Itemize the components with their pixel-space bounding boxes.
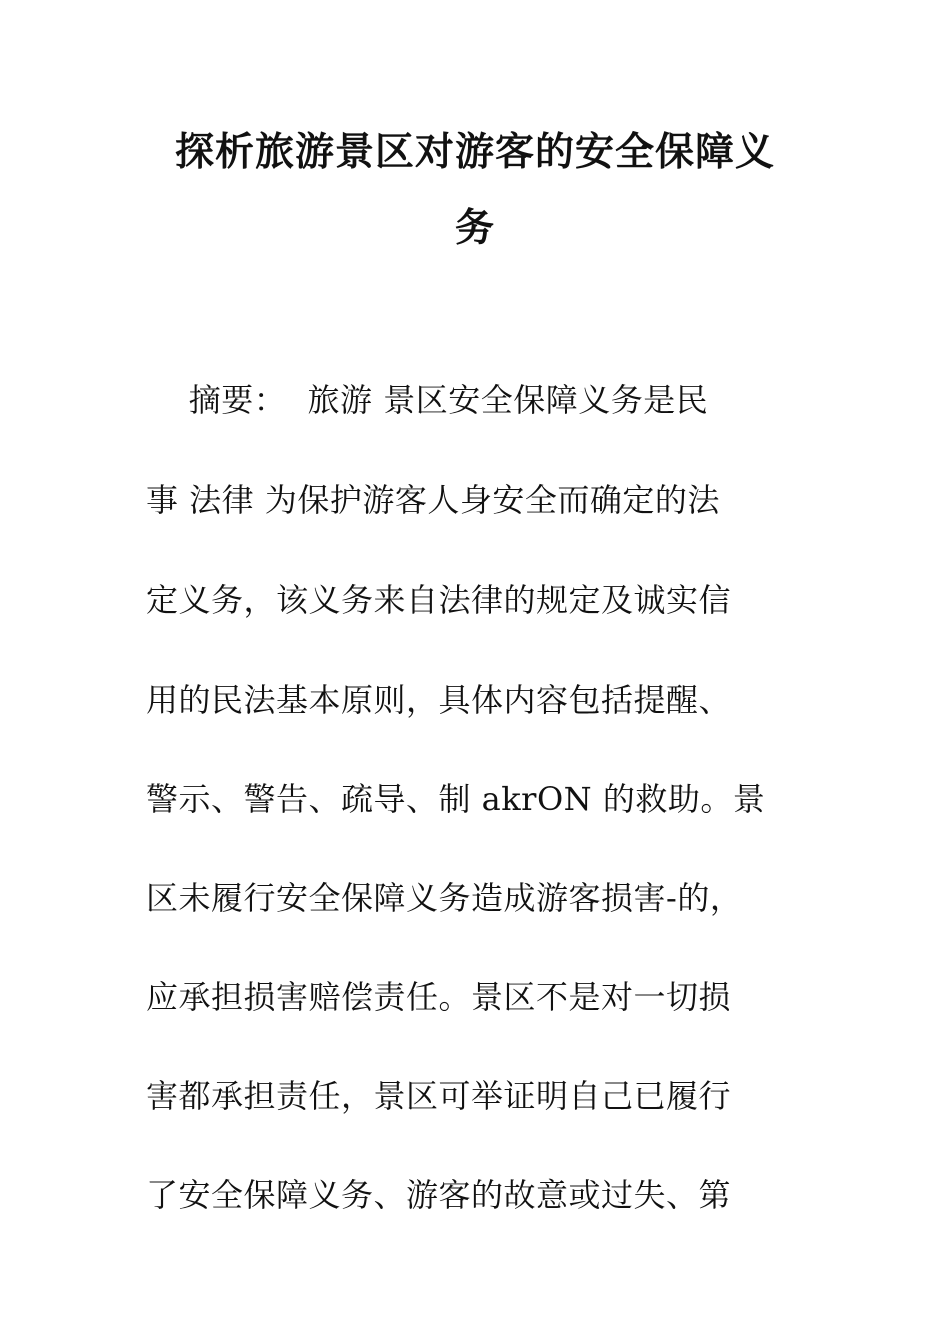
abstract-line: 摘要： 旅游 景区安全保障义务是民 <box>146 381 709 419</box>
abstract-line: 用的民法基本原则，具体内容包括提醒、 <box>146 681 732 719</box>
abstract-line: 害都承担责任，景区可举证明自己已履行 <box>146 1077 732 1115</box>
document-title-line-2: 务 <box>454 205 495 251</box>
abstract-line: 应承担损害赔偿责任。景区不是对一切损 <box>146 978 732 1016</box>
abstract-line: 定义务，该义务来自法律的规定及诚实信 <box>146 581 732 619</box>
document-title-line-1: 探析旅游景区对游客的安全保障义 <box>174 129 775 175</box>
abstract-line: 事 法律 为保护游客人身安全而确定的法 <box>146 481 720 519</box>
abstract-line: 区未履行安全保障义务造成游客损害-的， <box>146 879 743 917</box>
abstract-line: 警示、警告、疏导、制 akrON 的救助。景 <box>146 780 766 818</box>
abstract-line: 了安全保障义务、游客的故意或过失、第 <box>146 1176 732 1214</box>
